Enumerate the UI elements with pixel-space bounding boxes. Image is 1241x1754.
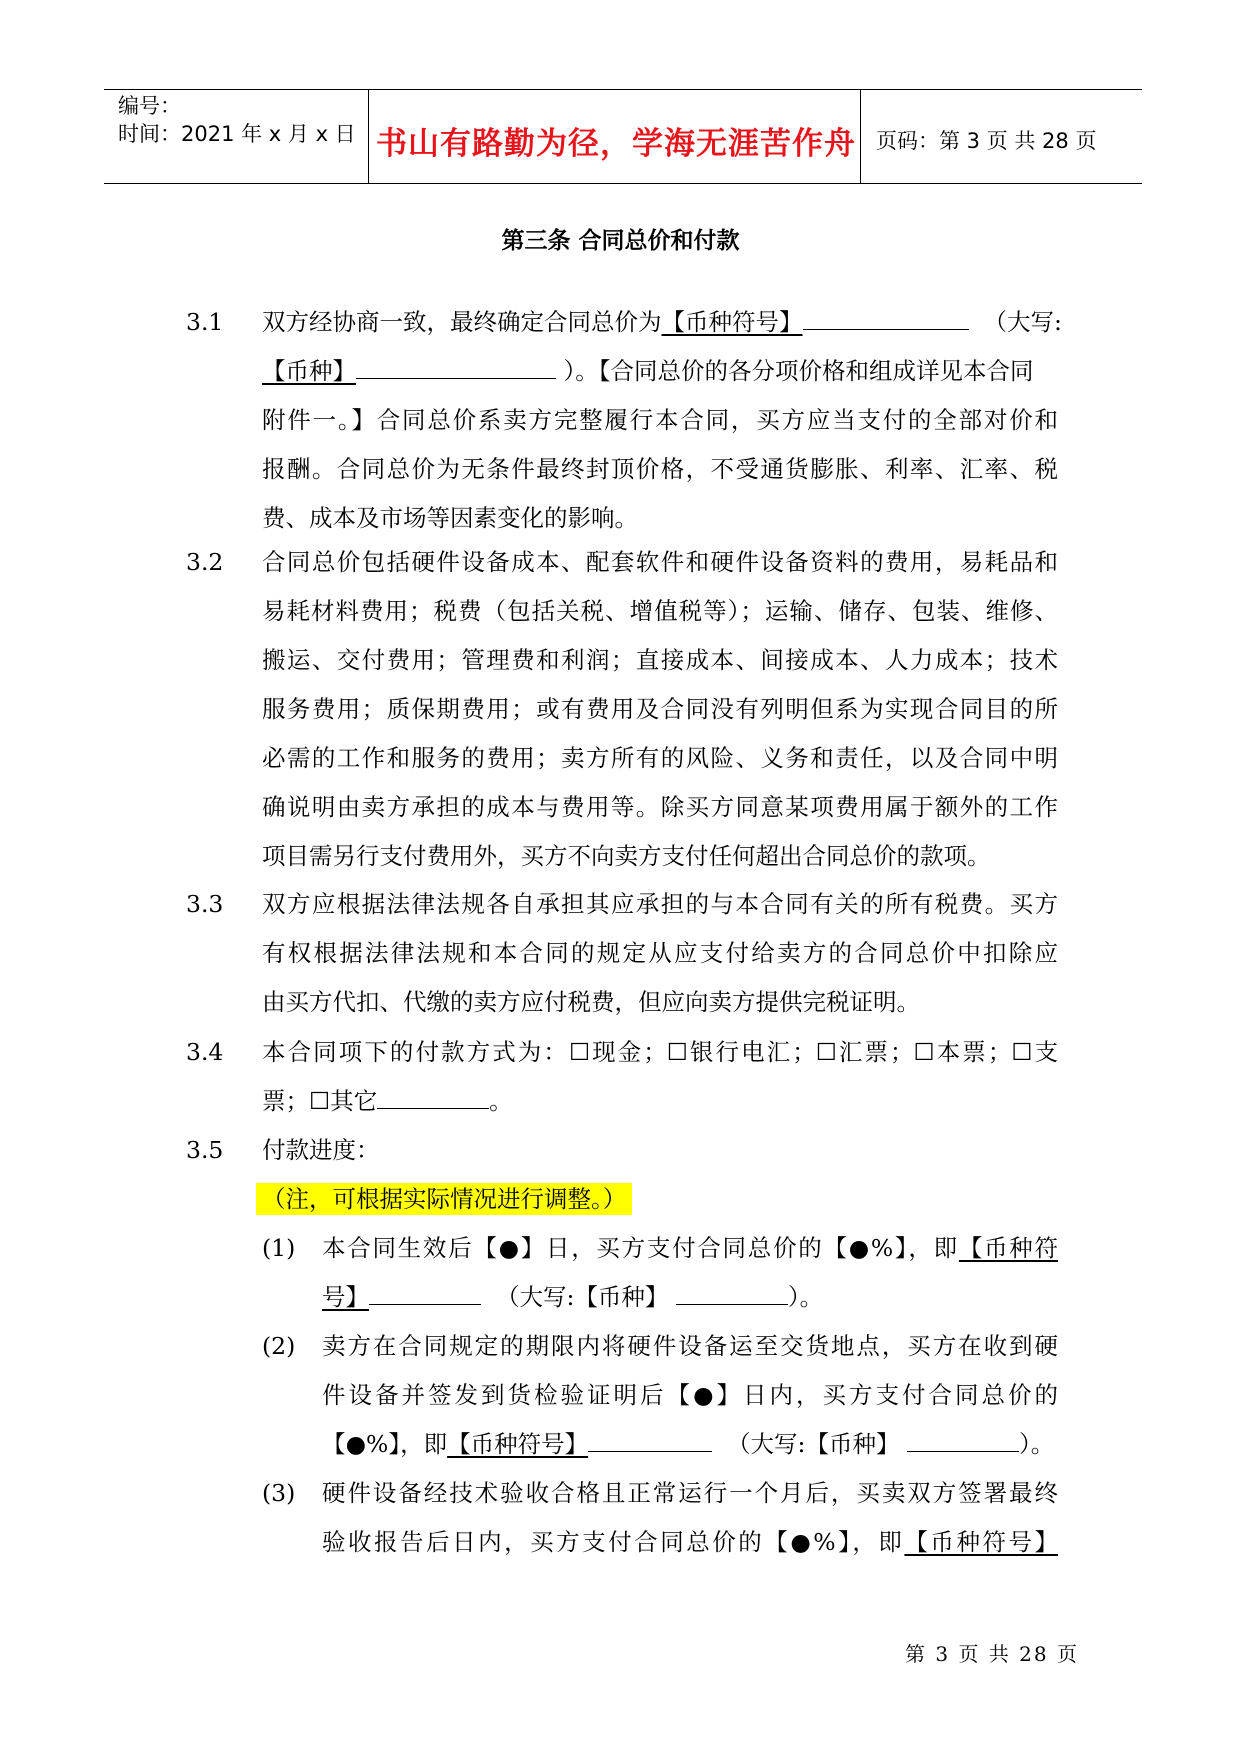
clause-number-3-3: 3.3 <box>186 890 224 918</box>
payment-method-options[interactable]: 本合同项下的付款方式为：☐现金；☐银行电汇；☐汇票；☐本票；☐支 <box>262 1038 1058 1066</box>
clause-number-3-4: 3.4 <box>186 1038 224 1066</box>
header-top-rule <box>104 89 1142 90</box>
payment-item-2 <box>322 1322 1058 1469</box>
clause-line: 由买方代扣、代缴的卖方应付税费，但应向卖方提供完税证明。 <box>262 988 920 1016</box>
clause-number-3-2: 3.2 <box>186 548 224 576</box>
payment-other-option[interactable]: 票；☐其它 <box>262 1087 378 1115</box>
amount-blank[interactable] <box>588 1429 712 1452</box>
clause-text: （大写:【币种】 <box>495 1283 669 1311</box>
clause-text: （大写: <box>983 308 1062 336</box>
header-meta <box>118 92 356 148</box>
clause-line <box>322 1518 1058 1567</box>
amount-blank[interactable] <box>369 1282 481 1305</box>
clause-line <box>322 1224 1058 1273</box>
amount-words-blank[interactable] <box>907 1429 1019 1452</box>
clause-line: 双方应根据法律法规各自承担其应承担的与本合同有关的所有税费。买方 <box>262 890 1058 918</box>
clause-text: （大写:【币种】 <box>727 1430 900 1458</box>
header-page-info: 页码：第 3 页 共 28 页 <box>876 129 1097 153</box>
clause-line: 附件一。】合同总价系卖方完整履行本合同，买方应当支付的全部对价和 <box>262 406 1058 434</box>
clause-line <box>262 347 1058 396</box>
clause-line <box>322 1273 1058 1322</box>
page-footer: 第 3 页 共 28 页 <box>905 1642 1079 1666</box>
amount-words-blank[interactable] <box>676 1282 788 1305</box>
currency-symbol-field: 【币种符 <box>958 1234 1059 1262</box>
clause-text: ）。 <box>787 1283 824 1311</box>
clause-line: 费、成本及市场等因素变化的影响。 <box>262 504 638 532</box>
clause-line: 服务费用；质保期费用；或有费用及合同没有列明但系为实现合同目的所 <box>262 695 1058 723</box>
currency-symbol-field: 号】 <box>322 1283 369 1311</box>
clause-line: 项目需另行支付费用外，买方不向卖方支付任何超出合同总价的款项。 <box>262 842 991 870</box>
payment-item-1 <box>322 1224 1058 1322</box>
clause-text: 【●%】，即 <box>322 1430 448 1458</box>
clause-3-5-label: 付款进度： <box>262 1136 380 1164</box>
clause-line: 必需的工作和服务的费用；卖方所有的风险、义务和责任，以及合同中明 <box>262 744 1058 772</box>
header-number-label: 编号： <box>118 94 181 118</box>
currency-symbol-field: 【币种符号】 <box>447 1430 589 1458</box>
amount-words-blank[interactable] <box>356 356 556 379</box>
header-divider-left <box>368 90 369 184</box>
clause-3-4 <box>262 1028 1058 1126</box>
clause-text: ）。 <box>1018 1430 1055 1458</box>
header-bottom-rule <box>104 183 1142 184</box>
clause-line <box>262 1077 1058 1126</box>
clause-line: 易耗材料费用；税费（包括关税、增值税等）；运输、储存、包装、维修、 <box>262 597 1058 625</box>
clause-line: 搬运、交付费用；管理费和利润；直接成本、间接成本、人力成本；技术 <box>262 646 1058 674</box>
header-divider-right <box>860 90 861 184</box>
payment-item-3 <box>322 1469 1058 1567</box>
clause-number-3-1: 3.1 <box>186 308 224 336</box>
clause-line: 报酬。合同总价为无条件最终封顶价格，不受通货膨胀、利率、汇率、税 <box>262 455 1058 483</box>
clause-line: 硬件设备经技术验收合格且正常运行一个月后，买卖双方签署最终 <box>322 1479 1058 1507</box>
clause-3-2 <box>262 538 1058 881</box>
clause-line <box>262 298 1062 347</box>
other-method-blank[interactable] <box>377 1086 489 1109</box>
currency-symbol-field: 【币种符号】 <box>904 1528 1058 1556</box>
clause-number-3-5: 3.5 <box>186 1136 224 1164</box>
item-number-2: (2) <box>262 1332 296 1360</box>
clause-3-3 <box>262 880 1058 1027</box>
clause-text: 双方经协商一致，最终确定合同总价为 <box>262 308 662 336</box>
section-title: 第三条 合同总价和付款 <box>501 228 740 254</box>
highlighted-note: （注，可根据实际情况进行调整。） <box>256 1183 632 1215</box>
header-motto: 书山有路勤为径，学海无涯苦作舟 <box>376 126 856 162</box>
header-time-label: 时间：2021 年 x 月 x 日 <box>118 122 356 146</box>
clause-line <box>322 1420 1058 1469</box>
clause-text: 本合同生效后【●】日，买方支付合同总价的【●%】，即 <box>322 1234 959 1262</box>
clause-line: 有权根据法律法规和本合同的规定从应支付给卖方的合同总价中扣除应 <box>262 939 1058 967</box>
clause-line: 件设备并签发到货检验证明后【●】日内，买方支付合同总价的 <box>322 1381 1058 1409</box>
clause-3-5-note <box>256 1175 632 1224</box>
currency-symbol-field: 【币种符号】 <box>661 308 803 336</box>
clause-text: 。 <box>489 1087 513 1115</box>
amount-blank[interactable] <box>803 307 969 330</box>
clause-line: 卖方在合同规定的期限内将硬件设备运至交货地点，买方在收到硬 <box>322 1332 1058 1360</box>
clause-3-1 <box>262 298 1062 543</box>
currency-field: 【币种】 <box>262 357 356 385</box>
clause-line: 合同总价包括硬件设备成本、配套软件和硬件设备资料的费用，易耗品和 <box>262 548 1058 576</box>
clause-text: ）。【合同总价的各分项价格和组成详见本合同 <box>563 357 1034 385</box>
clause-text: 验收报告后日内，买方支付合同总价的【●%】，即 <box>322 1528 905 1556</box>
item-number-3: (3) <box>262 1479 296 1507</box>
clause-line: 确说明由卖方承担的成本与费用等。除买方同意某项费用属于额外的工作 <box>262 793 1058 821</box>
item-number-1: (1) <box>262 1234 296 1262</box>
